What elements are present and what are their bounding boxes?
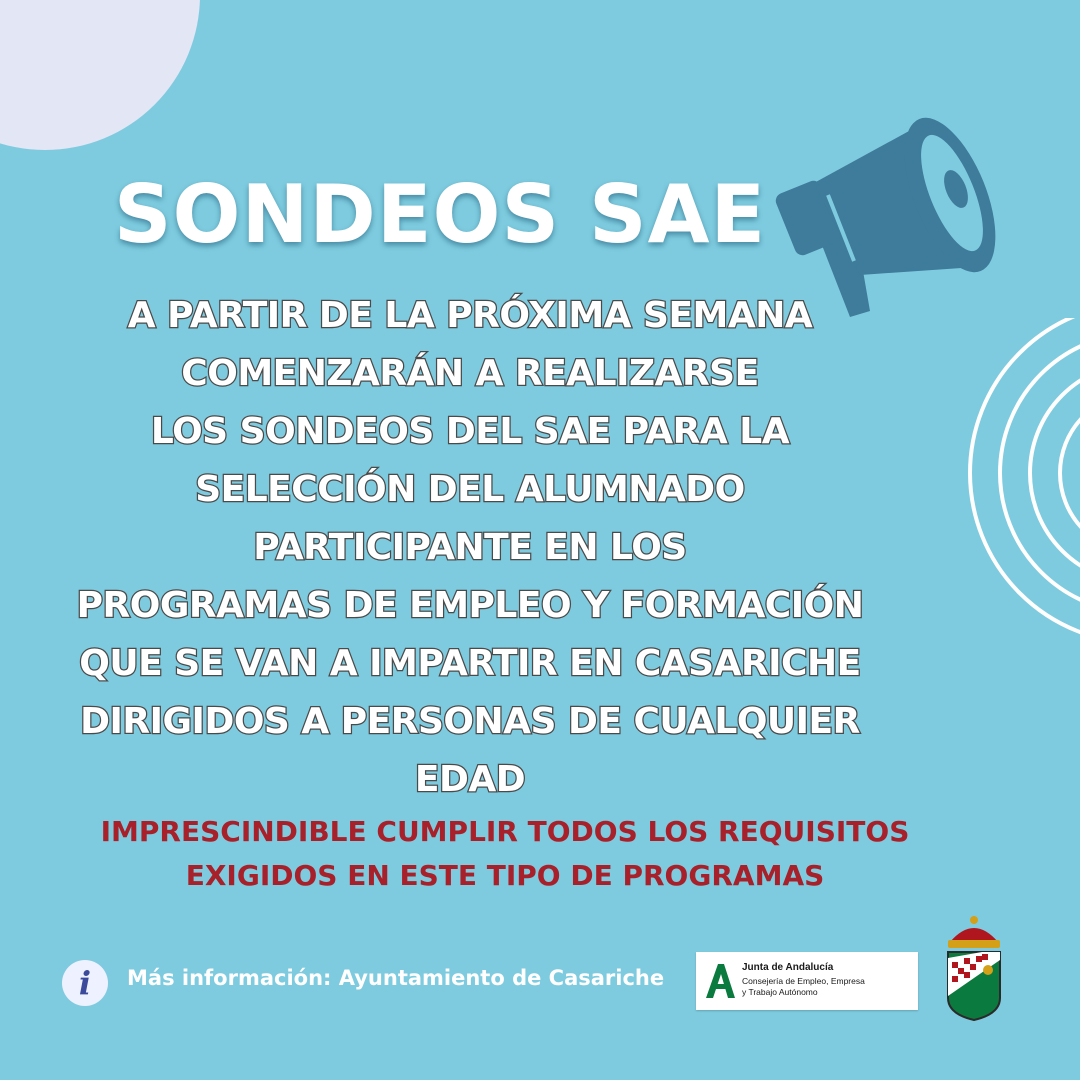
announcement-line: A PARTIR DE LA PRÓXIMA SEMANA bbox=[127, 295, 813, 336]
requirements-notice bbox=[0, 810, 1010, 898]
announcement-line: QUE SE VAN A IMPARTIR EN CASARICHE bbox=[79, 643, 861, 684]
junta-name: Junta de Andalucía bbox=[742, 962, 834, 973]
junta-department: Consejería de Empleo, Empresa bbox=[742, 976, 865, 986]
page-title: SONDEOS SAE bbox=[113, 168, 767, 261]
announcement-line: COMENZARÁN A REALIZARSE bbox=[181, 353, 759, 394]
requirements-line: IMPRESCINDIBLE CUMPLIR TODOS LOS REQUISITOS bbox=[100, 815, 910, 848]
more-info-text: Más información: Ayuntamiento de Casariche bbox=[127, 966, 665, 990]
info-icon: i bbox=[62, 960, 108, 1006]
junta-andalucia-logo bbox=[696, 952, 918, 1010]
announcement-line: SELECCIÓN DEL ALUMNADO bbox=[195, 469, 745, 510]
announcement-text bbox=[0, 287, 940, 809]
announcement-line: DIRIGIDOS A PERSONAS DE CUALQUIER bbox=[80, 701, 860, 742]
decorative-circle bbox=[0, 0, 200, 150]
announcement-line: EDAD bbox=[414, 759, 526, 800]
requirements-line: EXIGIDOS EN ESTE TIPO DE PROGRAMAS bbox=[185, 859, 825, 892]
announcement-line: PROGRAMAS DE EMPLEO Y FORMACIÓN bbox=[76, 585, 864, 626]
casariche-coat-of-arms bbox=[942, 914, 1006, 1024]
announcement-line: PARTICIPANTE EN LOS bbox=[253, 527, 687, 568]
junta-andalucia-a-icon bbox=[704, 960, 736, 1000]
sound-waves-icon bbox=[960, 318, 1080, 688]
announcement-line: LOS SONDEOS DEL SAE PARA LA bbox=[150, 411, 790, 452]
junta-department: y Trabajo Autónomo bbox=[742, 987, 818, 997]
